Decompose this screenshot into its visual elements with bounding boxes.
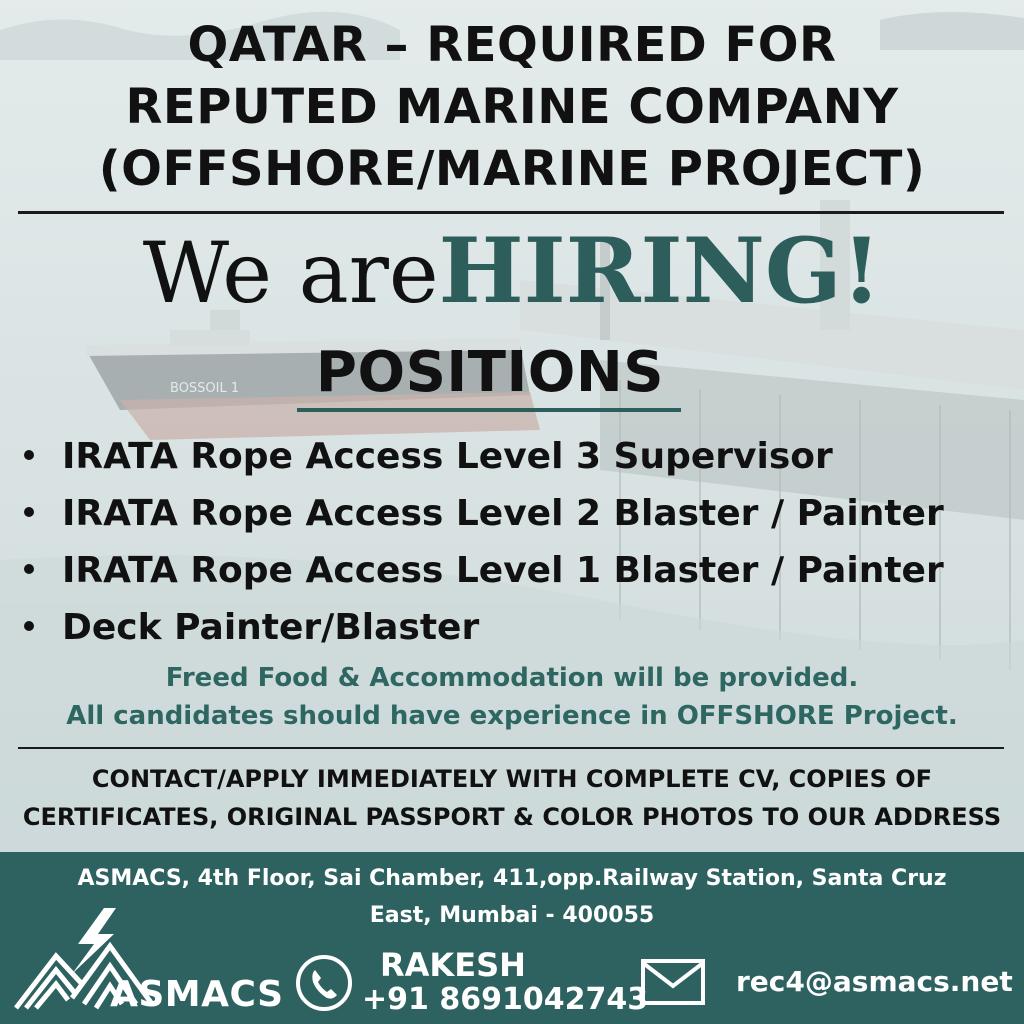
footer [0, 852, 1024, 1024]
headline-line1: QATAR – REQUIRED FOR [187, 17, 837, 73]
hiring-banner [0, 218, 1024, 324]
bullet-icon [24, 507, 34, 517]
contact-line2: CERTIFICATES, ORIGINAL PASSPORT & COLOR PHOTOS TO OUR ADDRESS [22, 803, 1002, 831]
headline-line2: REPUTED MARINE COMPANY [125, 79, 899, 135]
hiring-word: HIRING! [438, 218, 882, 324]
contact-instructions [0, 760, 1024, 836]
bullet-icon [24, 564, 34, 574]
notes-divider [18, 747, 1004, 749]
headline-divider [18, 211, 1004, 214]
phone-number[interactable]: +91 8691042743 [362, 982, 649, 1017]
bullet-icon [24, 621, 34, 631]
address-line2: East, Mumbai - 400055 [369, 903, 655, 928]
contact-line1: CONTACT/APPLY IMMEDIATELY WITH COMPLETE CV, COPIES OF [91, 765, 933, 793]
positions-list [16, 428, 944, 656]
positions-title: POSITIONS [315, 340, 665, 405]
list-item [16, 428, 944, 485]
contact-name: RAKESH [380, 946, 526, 984]
position-label: IRATA Rope Access Level 3 Supervisor [62, 436, 833, 477]
headline [0, 14, 1024, 200]
position-label: IRATA Rope Access Level 1 Blaster / Painter [62, 550, 944, 591]
envelope-icon [640, 958, 706, 1006]
list-item [16, 542, 944, 599]
phone-icon [295, 954, 353, 1012]
hiring-prefix: We are [142, 224, 439, 322]
positions-underline [297, 408, 681, 412]
benefits-note: Freed Food & Accommodation will be provided. [165, 663, 859, 693]
headline-line3: (OFFSHORE/MARINE PROJECT) [98, 141, 926, 197]
logo-wordmark: ASMACS [110, 974, 284, 1015]
email-address[interactable]: rec4@asmacs.net [736, 965, 1013, 998]
list-item [16, 485, 944, 542]
position-label: Deck Painter/Blaster [62, 607, 480, 648]
experience-note: All candidates should have experience in OFFSHORE Project. [66, 701, 958, 731]
position-label: IRATA Rope Access Level 2 Blaster / Painter [62, 493, 944, 534]
address-line1: ASMACS, 4th Floor, Sai Chamber, 411,opp.Railway Station, Santa Cruz [77, 866, 947, 891]
list-item [16, 599, 944, 656]
bullet-icon [24, 450, 34, 460]
